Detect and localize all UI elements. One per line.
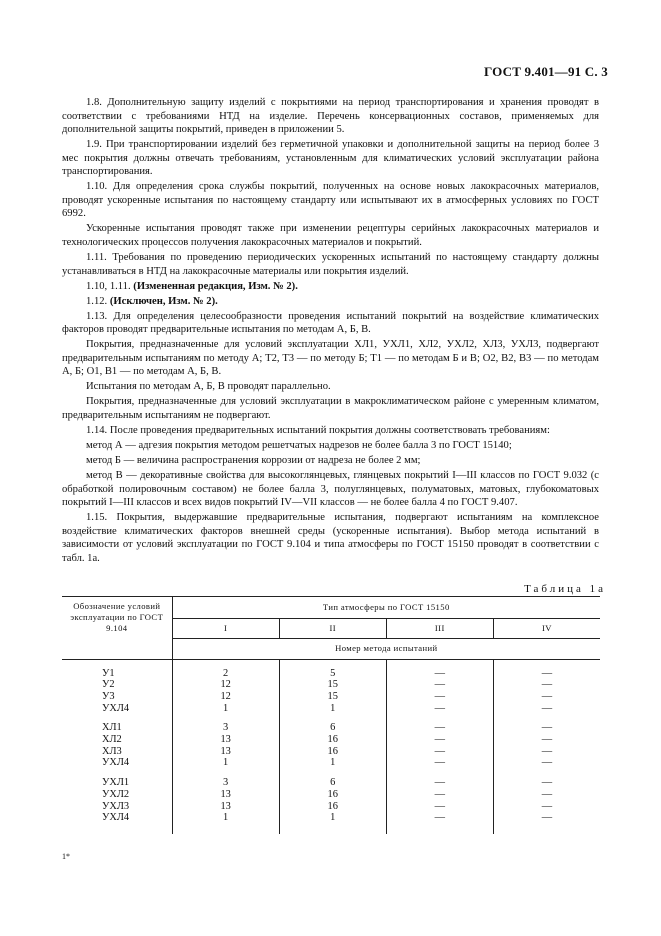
value-cell: — <box>386 722 493 734</box>
value-cell: — <box>541 702 553 714</box>
condition-cell: УХЛ1 <box>62 777 172 789</box>
paragraph-parallel-tests: Испытания по методам А, Б, В проводят параллельно. <box>86 381 331 393</box>
col-header-conditions: Обозначение условий эксплуатации по ГОСТ 9.104 <box>62 597 172 639</box>
value-cell: 13 <box>172 734 279 746</box>
value-cell: 1 <box>172 703 279 715</box>
page-footer-mark: 1* <box>62 852 70 861</box>
paragraph-1-10: 1.10. Для определения срока службы покрытий, полученных на основе новых лакокрасочных материалов, проводят ускоренные испытания по настоящему стандарту или испытывают их в атмосферных условиях по ГОСТ 6992. <box>62 181 599 220</box>
paragraph-1-13: 1.13. Для определения целесообразности проведения испытаний покрытий на воздействие климатических факторов проводят предварительные испытания по методам А, Б, В. <box>62 310 599 336</box>
value-cell: 3 <box>172 722 279 734</box>
value-cell: — <box>386 691 493 703</box>
table-row <box>62 679 600 691</box>
value-cell: 12 <box>172 679 279 691</box>
value-cell: — <box>386 703 493 715</box>
value-cell: 16 <box>279 746 386 758</box>
page-header: ГОСТ 9.401—91 С. 3 <box>483 64 608 79</box>
col-header-atm-i: I <box>172 619 279 638</box>
col-header-atm-iii: III <box>386 619 493 638</box>
excluded-text: (Исключен, Изм. № 2). <box>109 295 218 307</box>
value-cell: — <box>386 668 493 680</box>
value-cell: — <box>541 722 553 734</box>
paragraph-method-v: метод В — декоративные свойства для высокоглянцевых, глянцевых покрытий I—III классов по ГОСТ 9.032 (с обработкой полировочным составом) не более балла 3, полуглянцевых, полуматовых, матовых, глубокоматовых покрытий I—III классов и всех видов покрытий IV—VII классов — не более балла 4 по ГОСТ 9.407. <box>62 470 599 509</box>
table-row <box>62 722 600 734</box>
condition-cell: УХЛ4 <box>62 812 172 824</box>
col-header-atmosphere: Тип атмосферы по ГОСТ 15150 <box>172 597 600 619</box>
value-cell: 16 <box>279 734 386 746</box>
condition-cell: У2 <box>62 679 172 691</box>
value-cell: 1 <box>172 812 279 824</box>
value-cell: 1 <box>279 757 386 769</box>
value-cell: — <box>541 777 553 789</box>
value-cell: — <box>541 679 553 691</box>
table-row <box>62 801 600 813</box>
value-cell: — <box>386 812 493 824</box>
value-cell: 13 <box>172 789 279 801</box>
condition-cell: У1 <box>62 668 172 680</box>
table-row <box>62 668 600 680</box>
value-cell: 1 <box>279 703 386 715</box>
excluded-number: 1.12. <box>86 295 108 307</box>
col-header-atm-iv: IV <box>493 619 600 638</box>
value-cell: 15 <box>279 691 386 703</box>
value-cell: 1 <box>279 812 386 824</box>
table-row <box>62 777 600 789</box>
value-cell: 3 <box>172 777 279 789</box>
value-cell: 6 <box>279 722 386 734</box>
value-cell: — <box>541 734 553 746</box>
paragraph-method-b: метод Б — величина распространения коррозии от надреза не более 2 мм; <box>86 455 421 467</box>
table-row <box>62 757 600 769</box>
value-cell: — <box>386 679 493 691</box>
value-cell: 16 <box>279 801 386 813</box>
value-cell: 2 <box>172 668 279 680</box>
condition-cell: У3 <box>62 691 172 703</box>
paragraph-coatings-methods: Покрытия, предназначенные для условий эксплуатации ХЛ1, УХЛ1, ХЛ2, УХЛ2, ХЛ3, УХЛ3, подвергают предварительным испытаниям по методу А; Т2, Т3 — по методу Б; Т1 — по методам Б и В; О2, В2, В3 — по методам А, Б; О1, В1 — по методам А, Б, В. <box>62 339 599 378</box>
table-row <box>62 812 600 824</box>
value-cell: 5 <box>279 668 386 680</box>
condition-cell: УХЛ4 <box>62 757 172 769</box>
value-cell: 12 <box>172 691 279 703</box>
table-caption: Таблица 1а <box>524 583 606 595</box>
condition-cell: ХЛ1 <box>62 722 172 734</box>
paragraph-amendment-note <box>62 280 599 294</box>
value-cell: — <box>386 734 493 746</box>
paragraph-1-14: 1.14. После проведения предварительных испытаний покрытия должны соответствовать требованиям: <box>86 425 550 437</box>
value-cell: 1 <box>172 757 279 769</box>
value-cell: — <box>386 746 493 758</box>
value-cell: 16 <box>279 789 386 801</box>
paragraph-1-11: 1.11. Требования по проведению периодических ускоренных испытаний по настоящему стандарту должны устанавливаться в НТД на лакокрасочные материалы или покрытия изделий. <box>62 252 599 277</box>
table-row <box>62 746 600 758</box>
value-cell: — <box>541 757 553 769</box>
value-cell: — <box>541 788 553 800</box>
paragraph-1-8: 1.8. Дополнительную защиту изделий с покрытиями на период транспортирования и хранения проводят в соответствии с требованиями НТД на изделие. Перечень консервационных составов, применяемых для дополнительной защиты покрытий, приведен в приложении 5. <box>62 97 599 136</box>
value-cell: — <box>541 812 553 824</box>
value-cell: — <box>541 667 553 679</box>
value-cell: — <box>541 800 553 812</box>
col-header-atm-ii: II <box>279 619 386 638</box>
value-cell: — <box>541 745 553 757</box>
amendment-number: 1.10, 1.11. <box>86 280 131 292</box>
value-cell: — <box>541 690 553 702</box>
table-row <box>62 691 600 703</box>
paragraph-1-9: 1.9. При транспортировании изделий без герметичной упаковки и дополнительной защиты на период более 3 мес покрытия должны отвечать требованиям, установленным для климатических условий эксплуатации района транспортирования. <box>62 139 599 178</box>
value-cell: — <box>386 777 493 789</box>
value-cell: 6 <box>279 777 386 789</box>
paragraph-1-12 <box>62 295 599 309</box>
value-cell: 13 <box>172 746 279 758</box>
paragraph-method-a: метод А — адгезия покрытия методом решетчатых надрезов не более балла 3 по ГОСТ 15140; <box>86 440 512 452</box>
table-1a <box>62 596 600 834</box>
condition-cell: УХЛ3 <box>62 801 172 813</box>
condition-cell: УХЛ4 <box>62 703 172 715</box>
amendment-text: (Измененная редакция, Изм. № 2). <box>133 280 298 292</box>
condition-cell: ХЛ2 <box>62 734 172 746</box>
table-row <box>62 703 600 715</box>
value-cell: — <box>386 789 493 801</box>
condition-cell: УХЛ2 <box>62 789 172 801</box>
value-cell: — <box>386 801 493 813</box>
value-cell: 13 <box>172 801 279 813</box>
value-cell: — <box>386 757 493 769</box>
paragraph-accelerated-tests: Ускоренные испытания проводят также при изменении рецептуры серийных лакокрасочных материалов и технологических процессов получения лакокрасочных материалов и покрытий. <box>62 223 599 248</box>
table-row <box>62 734 600 746</box>
paragraph-1-15: 1.15. Покрытия, выдержавшие предварительные испытания, подвергают испытаниям на комплексное воздействие климатических факторов внешней среды (ускоренные испытания). Выбор метода испытаний в зависимости от условий эксплуатации по ГОСТ 9.104 и типа атмосферы по ГОСТ 15150 проводят в соответствии с табл. 1а. <box>62 512 599 564</box>
paragraph-temperate-climate: Покрытия, предназначенные для условий эксплуатации в макроклиматическом районе с умеренным климатом, предварительным испытаниям не подвергают. <box>62 396 599 422</box>
body-text <box>62 96 599 567</box>
condition-cell: ХЛ3 <box>62 746 172 758</box>
col-header-method: Номер метода испытаний <box>172 638 600 659</box>
value-cell: 15 <box>279 679 386 691</box>
table-row <box>62 789 600 801</box>
